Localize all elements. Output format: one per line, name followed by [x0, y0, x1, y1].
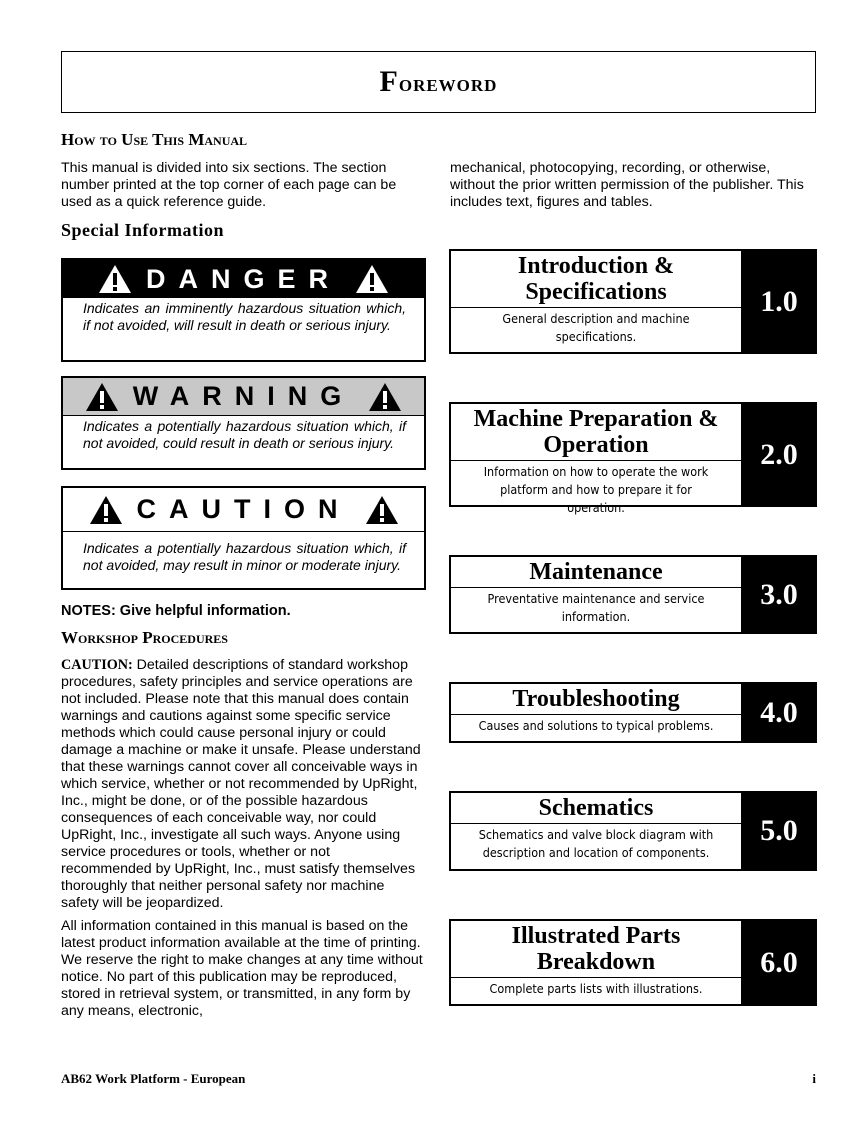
section-card-body: [451, 793, 743, 869]
caution-body: Detailed descriptions of standard workshop procedures, safety principles and service operations are not included. Please note that this manual does contain warnings and cautions against some specific service methods which could cause personal injury or could damage a machine or make it unsafe. Please understand that these warnings cannot cover all conceivable ways in which service, whether or not recommended by UpRight, Inc., might be done, or of the possible hazardous consequences of each conceivable way, nor could UpRight, Inc., investigate all such ways. Anyone using service procedures or tools, whether or not recommended by UpRight, Inc., must satisfy themselves thoroughly that neither personal safety nor machine safety will be jeopardized.: [61, 657, 421, 911]
danger-box: [61, 258, 426, 362]
caution-lead: CAUTION:: [61, 657, 133, 673]
section-card-6[interactable]: [449, 919, 817, 1006]
section-number: 3.0: [743, 557, 815, 632]
section-description: Information on how to operate the work platform and how to prepare it for operation.: [483, 464, 709, 515]
section-card-3[interactable]: [449, 555, 817, 634]
caution-header: [63, 488, 424, 532]
section-card-1[interactable]: [449, 249, 817, 354]
section-description: Preventative maintenance and service information.: [487, 591, 705, 624]
footer-title: AB62 Work Platform - European: [61, 1071, 246, 1086]
danger-text: Indicates an imminently hazardous situation which, if not avoided, will result in death or serious injury.: [83, 300, 406, 333]
title-box: [61, 51, 816, 113]
section-description: Schematics and valve block diagram with description and location of components.: [478, 827, 714, 860]
section-description: General description and machine specifications.: [502, 311, 690, 344]
workshop-caution-paragraph: [61, 657, 423, 912]
section-card-5[interactable]: [449, 791, 817, 871]
page-number: i: [812, 1071, 816, 1086]
warning-triangle-icon: [365, 495, 399, 525]
warning-text: Indicates a potentially hazardous situation which, if not avoided, could result in death or serious injury.: [83, 418, 406, 451]
section-title: Maintenance: [451, 557, 741, 588]
section-description: Complete parts lists with illustrations.: [489, 981, 703, 996]
special-info-heading: Special Information: [61, 220, 225, 240]
how-to-use-text: This manual is divided into six sections. The section number printed at the top corner of each page can be used as a quick reference guide.: [61, 160, 397, 210]
section-number: 4.0: [743, 684, 815, 741]
section-card-4[interactable]: [449, 682, 817, 743]
warning-triangle-icon: [368, 382, 402, 412]
section-card-body: [451, 557, 743, 632]
warning-triangle-icon: [355, 264, 389, 294]
notes-line: NOTES: Give helpful information.: [61, 603, 291, 619]
danger-word: DANGER: [145, 263, 341, 294]
workshop-info-paragraph: All information contained in this manual is based on the latest product information available at the time of printing. We reserve the right to make changes at any time without notice. No part of this publication may be reproduced, stored in retrieval system, or transmitted, in any form by any means, electronic,: [61, 918, 423, 1019]
section-title: Troubleshooting: [451, 684, 741, 715]
copyright-continued-text: mechanical, photocopying, recording, or otherwise, without the prior written permission of the publisher. This includes text, figures and tables.: [450, 160, 804, 210]
caution-word: CAUTION: [136, 494, 351, 524]
warning-box: [61, 376, 426, 470]
page-title: Foreword: [379, 65, 498, 98]
warning-triangle-icon: [98, 264, 132, 294]
caution-text: Indicates a potentially hazardous situation which, if not avoided, may result in minor or moderate injury.: [83, 540, 406, 573]
warning-triangle-icon: [89, 495, 123, 525]
workshop-heading: Workshop Procedures: [61, 628, 228, 647]
section-number: 6.0: [743, 921, 815, 1004]
warning-word: WARNING: [132, 381, 355, 411]
section-number: 5.0: [743, 793, 815, 869]
section-title: Schematics: [451, 793, 741, 824]
section-card-body: [451, 404, 743, 515]
section-number: 2.0: [743, 404, 815, 505]
section-card-body: [451, 684, 743, 741]
caution-box: [61, 486, 426, 590]
section-card-body: [451, 251, 743, 352]
section-description: Causes and solutions to typical problems.: [478, 718, 714, 733]
section-title: Introduction & Specifications: [451, 251, 741, 308]
how-to-use-heading: How to Use This Manual: [61, 130, 248, 149]
danger-header: [63, 260, 424, 298]
section-card-2[interactable]: [449, 402, 817, 515]
section-number: 1.0: [743, 251, 815, 352]
warning-triangle-icon: [85, 382, 119, 412]
warning-header: [63, 378, 424, 416]
section-title: Illustrated Parts Breakdown: [451, 921, 741, 978]
section-card-body: [451, 921, 743, 1004]
section-title: Machine Preparation & Operation: [451, 404, 741, 461]
